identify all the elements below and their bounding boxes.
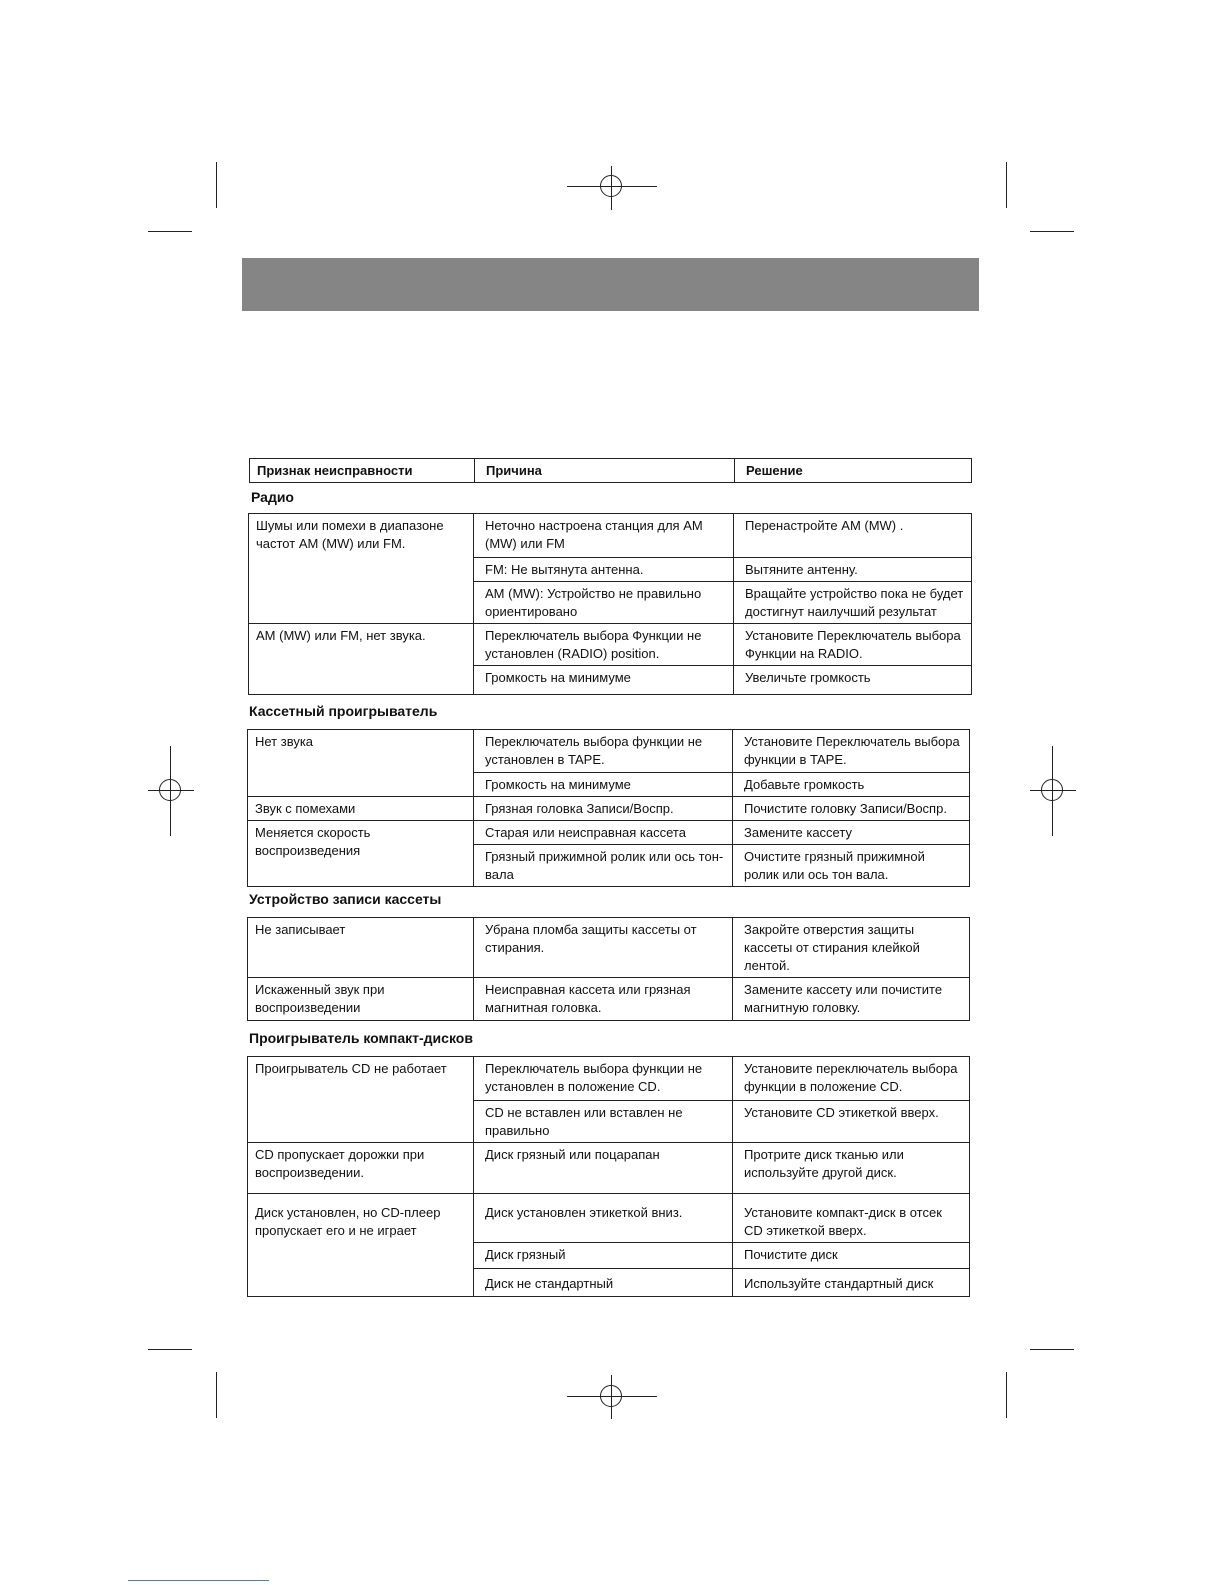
section-title-cassette: Кассетный проигрыватель: [249, 703, 438, 719]
cause-cell: Неисправная кассета или грязная магнитная головка.: [474, 978, 733, 1021]
cause-cell: Диск грязный или поцарапан: [474, 1143, 733, 1194]
solution-cell: Почистите головку Записи/Воспр.: [733, 797, 970, 821]
footer-rule: [128, 1580, 269, 1581]
section-title-recorder: Устройство записи кассеты: [249, 891, 442, 907]
header-cause: Причина: [475, 459, 735, 483]
symptom-cell: Звук с помехами: [248, 797, 474, 821]
table-row: [248, 797, 970, 821]
crop-mark: [1006, 1372, 1007, 1418]
crop-mark: [1006, 162, 1007, 208]
crop-mark: [148, 231, 192, 232]
section-title-radio: Радио: [251, 489, 294, 505]
cause-cell: Грязный прижимной ролик или ось тон- вала: [474, 845, 733, 887]
cause-cell: Диск грязный: [474, 1243, 733, 1269]
solution-cell: Замените кассету или почистите магнитную головку.: [733, 978, 970, 1021]
table-row: [248, 918, 970, 978]
symptom-cell: CD пропускает дорожки при воспроизведении.: [248, 1143, 474, 1194]
solution-cell: Добавьте громкость: [733, 773, 970, 797]
table-row: [249, 514, 972, 558]
solution-cell: Установите Переключатель выбора функции в TAPE.: [733, 730, 970, 773]
cause-cell: Громкость на минимуме: [474, 666, 734, 695]
cause-cell: CD не вставлен или вставлен не правильно: [474, 1101, 733, 1143]
table-row: [248, 1143, 970, 1194]
cause-cell: AM (MW): Устройство не правильно ориентировано: [474, 582, 734, 624]
recorder-table: [247, 917, 970, 1021]
solution-cell: Установите переключатель выбора функции в положение CD.: [733, 1057, 970, 1101]
solution-cell: Перенастройте AM (MW) .: [734, 514, 972, 558]
cassette-table: [247, 729, 970, 887]
solution-cell: Очистите грязный прижимной ролик или ось тон вала.: [733, 845, 970, 887]
table-row: [249, 624, 972, 666]
registration-target-icon: [600, 1385, 622, 1407]
cd-table: [247, 1056, 970, 1297]
cause-cell: Убрана пломба защиты кассеты от стирания.: [474, 918, 733, 978]
crop-mark: [216, 162, 217, 208]
symptom-cell: Проигрыватель CD не работает: [248, 1057, 474, 1143]
solution-cell: Установите компакт-диск в отсек CD этикеткой вверх.: [733, 1194, 970, 1243]
solution-cell: Вращайте устройство пока не будет достигнут наилучший результат: [734, 582, 972, 624]
cause-cell: Неточно настроена станция для AM (MW) или FM: [474, 514, 734, 558]
header-solution: Решение: [735, 459, 972, 483]
radio-table: [248, 513, 972, 695]
table-row: [248, 730, 970, 773]
symptom-cell: AM (MW) или FM, нет звука.: [249, 624, 474, 695]
solution-cell: Почистите диск: [733, 1243, 970, 1269]
symptom-cell: Диск установлен, но CD-плеер пропускает его и не играет: [248, 1194, 474, 1297]
symptom-cell: Меняется скорость воспроизведения: [248, 821, 474, 887]
solution-cell: Установите CD этикеткой вверх.: [733, 1101, 970, 1143]
table-row: [248, 1057, 970, 1101]
section-header-bar: [242, 258, 979, 311]
symptom-cell: Нет звука: [248, 730, 474, 797]
cause-cell: Переключатель выбора функции не установлен в TAPE.: [474, 730, 733, 773]
section-title-cd: Проигрыватель компакт-дисков: [249, 1030, 473, 1046]
solution-cell: Установите Переключатель выбора Функции на RADIO.: [734, 624, 972, 666]
solution-cell: Закройте отверстия защиты кассеты от стирания клейкой лентой.: [733, 918, 970, 978]
solution-cell: Протрите диск тканью или используйте другой диск.: [733, 1143, 970, 1194]
crop-mark: [216, 1372, 217, 1418]
crop-mark: [1030, 1349, 1074, 1350]
table-row: [248, 821, 970, 845]
cause-cell: Старая или неисправная кассета: [474, 821, 733, 845]
table-row: [248, 978, 970, 1021]
cause-cell: Переключатель выбора Функции не установлен (RADIO) position.: [474, 624, 734, 666]
cause-cell: FM: Не вытянута антенна.: [474, 558, 734, 582]
solution-cell: Увеличьте громкость: [734, 666, 972, 695]
symptom-cell: Не записывает: [248, 918, 474, 978]
registration-target-icon: [1041, 779, 1063, 801]
table-header: [249, 458, 972, 483]
solution-cell: Замените кассету: [733, 821, 970, 845]
registration-target-icon: [159, 779, 181, 801]
cause-cell: Громкость на минимуме: [474, 773, 733, 797]
crop-mark: [1030, 231, 1074, 232]
solution-cell: Вытяните антенну.: [734, 558, 972, 582]
registration-target-icon: [600, 175, 622, 197]
cause-cell: Грязная головка Записи/Воспр.: [474, 797, 733, 821]
symptom-cell: Шумы или помехи в диапазоне частот AM (MW) или FM.: [249, 514, 474, 624]
cause-cell: Диск не стандартный: [474, 1269, 733, 1297]
header-symptom: Признак неисправности: [250, 459, 475, 483]
symptom-cell: Искаженный звук при воспроизведении: [248, 978, 474, 1021]
cause-cell: Переключатель выбора функции не установлен в положение CD.: [474, 1057, 733, 1101]
cause-cell: Диск установлен этикеткой вниз.: [474, 1194, 733, 1243]
solution-cell: Используйте стандартный диск: [733, 1269, 970, 1297]
table-row: [248, 1194, 970, 1243]
crop-mark: [148, 1349, 192, 1350]
table-header-row: [250, 459, 972, 483]
